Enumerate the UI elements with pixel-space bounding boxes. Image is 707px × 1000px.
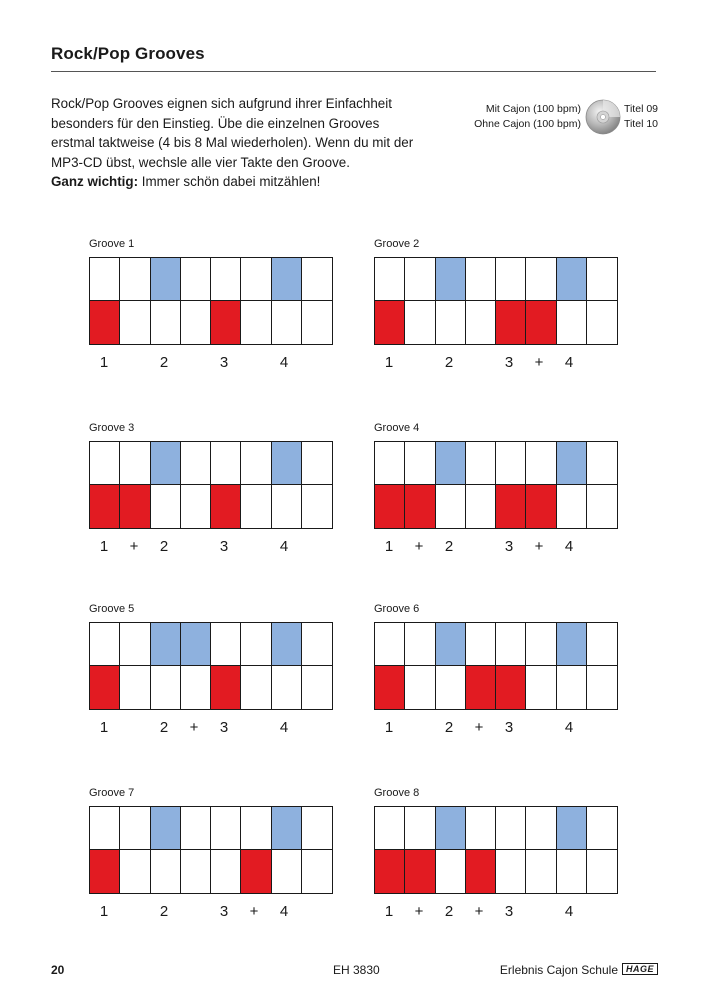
high-tone-cell (436, 442, 466, 485)
count-and: + (249, 903, 259, 920)
track-without-cajon: Titel 10 (623, 118, 658, 130)
high-tone-cell (557, 623, 587, 666)
empty-cell (405, 623, 435, 666)
empty-cell (587, 301, 617, 344)
count-beat: 1 (384, 903, 394, 920)
title-divider (51, 71, 656, 72)
count-and: + (474, 903, 484, 920)
empty-cell (405, 807, 435, 850)
empty-cell (90, 442, 120, 485)
count-beat: 3 (504, 903, 514, 920)
empty-cell (587, 623, 617, 666)
empty-cell (302, 258, 332, 301)
groove-grid (89, 806, 333, 894)
empty-cell (241, 623, 271, 666)
bass-tone-cell (375, 485, 405, 528)
count-beat: 2 (159, 719, 169, 736)
edition-code: EH 3830 (333, 963, 380, 977)
groove-title: Groove 4 (374, 422, 420, 434)
empty-cell (181, 258, 211, 301)
empty-cell (587, 442, 617, 485)
count-beat: 4 (279, 354, 289, 371)
empty-cell (181, 666, 211, 709)
count-beat: 1 (384, 719, 394, 736)
high-tone-cell (557, 258, 587, 301)
empty-cell (557, 850, 587, 893)
empty-cell (120, 623, 150, 666)
empty-cell (120, 442, 150, 485)
empty-cell (120, 258, 150, 301)
groove-grid (374, 806, 618, 894)
groove-title: Groove 7 (89, 787, 135, 799)
high-tone-cell (151, 258, 181, 301)
empty-cell (272, 850, 302, 893)
count-beat: 4 (564, 354, 574, 371)
important-text: Immer schön dabei mitzählen! (138, 174, 321, 190)
groove-grid (374, 257, 618, 345)
page-number: 20 (51, 963, 65, 977)
empty-cell (375, 258, 405, 301)
count-beat: 1 (99, 719, 109, 736)
audio-tracks (624, 102, 658, 133)
groove-title: Groove 2 (374, 238, 420, 250)
empty-cell (466, 301, 496, 344)
empty-cell (211, 623, 241, 666)
high-tone-cell (436, 807, 466, 850)
count-row (89, 538, 333, 558)
bass-tone-cell (90, 485, 120, 528)
count-beat: 1 (99, 903, 109, 920)
count-and: + (414, 538, 424, 555)
groove-grid (374, 622, 618, 710)
without-cajon-label: Ohne Cajon (100 bpm) (474, 118, 581, 130)
count-and: + (129, 538, 139, 555)
empty-cell (526, 442, 556, 485)
groove-title: Groove 1 (89, 238, 135, 250)
empty-cell (587, 258, 617, 301)
empty-cell (302, 442, 332, 485)
empty-cell (120, 666, 150, 709)
count-and: + (414, 903, 424, 920)
empty-cell (526, 807, 556, 850)
count-beat: 3 (504, 719, 514, 736)
empty-cell (405, 258, 435, 301)
bass-tone-cell (466, 666, 496, 709)
count-beat: 1 (99, 538, 109, 555)
groove-title: Groove 6 (374, 603, 420, 615)
count-beat: 3 (219, 538, 229, 555)
count-and: + (534, 538, 544, 555)
empty-cell (375, 807, 405, 850)
empty-cell (181, 850, 211, 893)
empty-cell (526, 258, 556, 301)
empty-cell (181, 442, 211, 485)
high-tone-cell (436, 258, 466, 301)
empty-cell (302, 485, 332, 528)
empty-cell (302, 666, 332, 709)
empty-cell (496, 442, 526, 485)
bass-tone-cell (466, 850, 496, 893)
empty-cell (496, 623, 526, 666)
empty-cell (496, 258, 526, 301)
empty-cell (302, 850, 332, 893)
groove-grid (89, 257, 333, 345)
high-tone-cell (151, 442, 181, 485)
count-beat: 4 (279, 719, 289, 736)
audio-track-info (474, 99, 658, 135)
cd-icon (585, 99, 621, 135)
bass-tone-cell (241, 850, 271, 893)
empty-cell (241, 485, 271, 528)
book-title (500, 963, 658, 977)
empty-cell (272, 666, 302, 709)
high-tone-cell (272, 623, 302, 666)
bass-tone-cell (211, 301, 241, 344)
empty-cell (375, 442, 405, 485)
count-beat: 1 (99, 354, 109, 371)
bass-tone-cell (405, 485, 435, 528)
bass-tone-cell (496, 485, 526, 528)
empty-cell (90, 623, 120, 666)
empty-cell (526, 850, 556, 893)
empty-cell (181, 807, 211, 850)
count-beat: 2 (159, 354, 169, 371)
count-row (89, 354, 333, 374)
empty-cell (496, 807, 526, 850)
empty-cell (151, 666, 181, 709)
empty-cell (526, 666, 556, 709)
count-row (374, 538, 618, 558)
empty-cell (302, 301, 332, 344)
publisher-logo-text: HAGE (622, 963, 658, 975)
empty-cell (405, 442, 435, 485)
empty-cell (436, 666, 466, 709)
high-tone-cell (272, 442, 302, 485)
empty-cell (211, 807, 241, 850)
bass-tone-cell (375, 666, 405, 709)
count-beat: 4 (564, 903, 574, 920)
count-beat: 3 (219, 354, 229, 371)
count-beat: 3 (504, 538, 514, 555)
empty-cell (120, 301, 150, 344)
count-beat: 1 (384, 538, 394, 555)
empty-cell (405, 301, 435, 344)
empty-cell (302, 623, 332, 666)
bass-tone-cell (120, 485, 150, 528)
empty-cell (496, 850, 526, 893)
count-and: + (474, 719, 484, 736)
high-tone-cell (151, 807, 181, 850)
empty-cell (557, 666, 587, 709)
bass-tone-cell (375, 301, 405, 344)
empty-cell (151, 485, 181, 528)
count-row (89, 903, 333, 923)
high-tone-cell (151, 623, 181, 666)
bass-tone-cell (405, 850, 435, 893)
bass-tone-cell (211, 485, 241, 528)
bass-tone-cell (496, 666, 526, 709)
bass-tone-cell (211, 666, 241, 709)
groove-title: Groove 5 (89, 603, 135, 615)
empty-cell (587, 666, 617, 709)
count-beat: 4 (564, 719, 574, 736)
intro-text (51, 94, 451, 192)
groove-grid (89, 441, 333, 529)
empty-cell (90, 258, 120, 301)
empty-cell (241, 258, 271, 301)
count-beat: 4 (279, 538, 289, 555)
empty-cell (272, 485, 302, 528)
intro-line: besonders für den Einstieg. Übe die einzelnen Grooves (51, 115, 380, 131)
count-and: + (534, 354, 544, 371)
empty-cell (90, 807, 120, 850)
empty-cell (436, 850, 466, 893)
empty-cell (211, 850, 241, 893)
empty-cell (151, 301, 181, 344)
empty-cell (211, 258, 241, 301)
count-beat: 1 (384, 354, 394, 371)
empty-cell (436, 301, 466, 344)
important-note (51, 172, 451, 192)
bass-tone-cell (90, 301, 120, 344)
audio-labels (474, 102, 581, 133)
bass-tone-cell (90, 850, 120, 893)
empty-cell (241, 301, 271, 344)
empty-cell (587, 485, 617, 528)
count-beat: 3 (219, 903, 229, 920)
empty-cell (466, 442, 496, 485)
count-beat: 3 (504, 354, 514, 371)
empty-cell (466, 485, 496, 528)
count-beat: 2 (444, 719, 454, 736)
intro-line: Rock/Pop Grooves eignen sich aufgrund ihrer Einfachheit (51, 96, 392, 111)
empty-cell (557, 485, 587, 528)
empty-cell (405, 666, 435, 709)
intro-line: MP3-CD übst, wechsle alle vier Takte den Groove. (51, 154, 350, 170)
empty-cell (151, 850, 181, 893)
empty-cell (587, 807, 617, 850)
count-beat: 2 (159, 903, 169, 920)
empty-cell (526, 623, 556, 666)
count-beat: 2 (444, 903, 454, 920)
count-row (374, 903, 618, 923)
empty-cell (241, 666, 271, 709)
bass-tone-cell (526, 485, 556, 528)
count-row (374, 354, 618, 374)
empty-cell (272, 301, 302, 344)
empty-cell (241, 807, 271, 850)
count-beat: 2 (159, 538, 169, 555)
bass-tone-cell (526, 301, 556, 344)
empty-cell (241, 442, 271, 485)
empty-cell (466, 623, 496, 666)
book-title-text: Erlebnis Cajon Schule (499, 963, 618, 977)
with-cajon-label: Mit Cajon (100 bpm) (485, 102, 581, 115)
empty-cell (211, 442, 241, 485)
publisher-logo (622, 963, 658, 977)
count-beat: 3 (219, 719, 229, 736)
empty-cell (466, 258, 496, 301)
count-row (374, 719, 618, 739)
page-title: Rock/Pop Grooves (51, 44, 205, 63)
empty-cell (557, 301, 587, 344)
high-tone-cell (181, 623, 211, 666)
empty-cell (587, 850, 617, 893)
high-tone-cell (272, 258, 302, 301)
track-with-cajon: Titel 09 (623, 102, 658, 115)
empty-cell (181, 485, 211, 528)
high-tone-cell (557, 442, 587, 485)
high-tone-cell (272, 807, 302, 850)
count-beat: 2 (444, 538, 454, 555)
bass-tone-cell (90, 666, 120, 709)
empty-cell (120, 850, 150, 893)
groove-grid (374, 441, 618, 529)
high-tone-cell (436, 623, 466, 666)
count-beat: 2 (444, 354, 454, 371)
empty-cell (181, 301, 211, 344)
empty-cell (436, 485, 466, 528)
bass-tone-cell (496, 301, 526, 344)
intro-line: erstmal taktweise (4 bis 8 Mal wiederholen). Wenn du mit der (51, 135, 414, 151)
empty-cell (302, 807, 332, 850)
empty-cell (466, 807, 496, 850)
count-beat: 4 (564, 538, 574, 555)
count-and: + (189, 719, 199, 736)
count-beat: 4 (279, 903, 289, 920)
empty-cell (120, 807, 150, 850)
groove-title: Groove 8 (374, 787, 420, 799)
high-tone-cell (557, 807, 587, 850)
bass-tone-cell (375, 850, 405, 893)
empty-cell (375, 623, 405, 666)
important-label: Ganz wichtig: (51, 174, 139, 190)
count-row (89, 719, 333, 739)
groove-title: Groove 3 (89, 422, 135, 434)
groove-grid (89, 622, 333, 710)
